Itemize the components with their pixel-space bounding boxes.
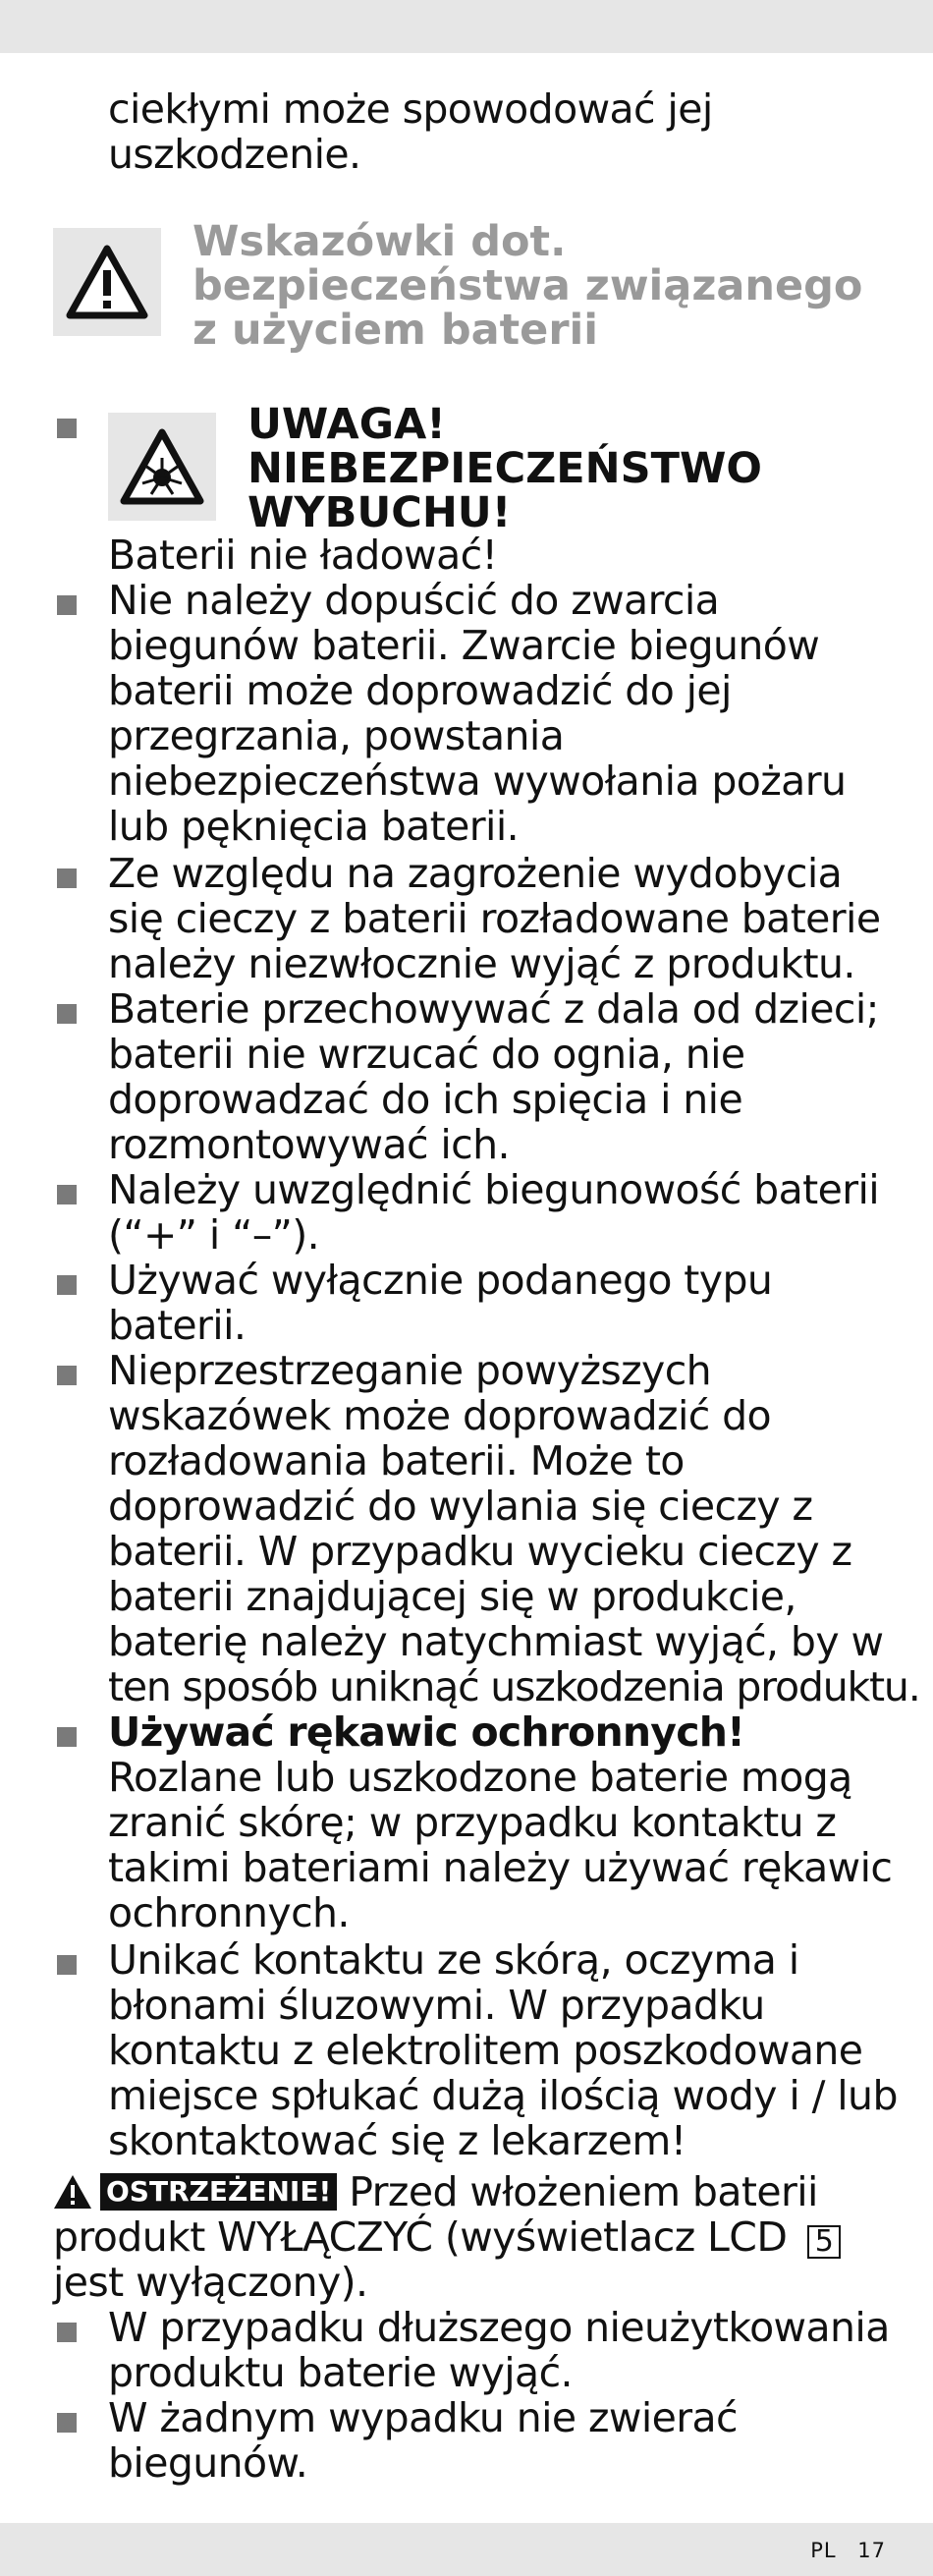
bullet-line: się cieczy z baterii rozładowane baterie xyxy=(108,895,881,942)
bullet-line: W żadnym wypadku nie zwierać xyxy=(108,2394,738,2441)
danger-title-line: NIEBEZPIECZEŃSTWO xyxy=(247,444,762,493)
section-title-line: bezpieczeństwa związanego xyxy=(192,261,863,310)
warning-triangle-icon xyxy=(53,228,161,336)
footer-language: PL xyxy=(810,2539,837,2562)
bullet-line: ten sposób uniknąć uszkodzenia produktu. xyxy=(108,1663,920,1710)
bullet-line: Nie należy dopuścić do zwarcia xyxy=(108,577,720,624)
bullet-line: takimi bateriami należy używać rękawic xyxy=(108,1844,893,1891)
bullet-line: rozmontowywać ich. xyxy=(108,1121,510,1168)
bullet-line: baterii znajdującej się w produkcie, xyxy=(108,1573,796,1620)
bullet-line: miejsce spłukać dużą ilością wody i / lub xyxy=(108,2072,898,2119)
bullet-square xyxy=(57,1004,77,1024)
warning-text: Przed włożeniem baterii xyxy=(349,2168,818,2215)
bullet-square xyxy=(57,419,77,438)
warning-line xyxy=(53,2214,841,2260)
bullet-line: rozładowania baterii. Może to xyxy=(108,1437,685,1484)
section-title-line: Wskazówki dot. xyxy=(192,217,567,266)
reference-number: 5 xyxy=(807,2225,842,2259)
danger-text: Baterii nie ładować! xyxy=(108,532,498,579)
bullet-line: wskazówek może doprowadzić do xyxy=(108,1392,772,1439)
bullet-line: przegrzania, powstania xyxy=(108,712,565,759)
bullet-line: kontaktu z elektrolitem poszkodowane xyxy=(108,2027,863,2074)
bullet-square xyxy=(57,1955,77,1975)
top-bar xyxy=(0,0,933,53)
bullet-line: niebezpieczeństwa wywołania pożaru xyxy=(108,757,847,805)
bullet-line: zranić skórę; w przypadku kontaktu z xyxy=(108,1799,837,1846)
page-footer xyxy=(796,2539,886,2562)
intro-line: ciekłymi może spowodować jej xyxy=(108,85,713,133)
bullet-square xyxy=(57,1185,77,1204)
bullet-line: (“+” i “–”). xyxy=(108,1211,320,1259)
section-title-line: z użyciem baterii xyxy=(192,306,599,355)
bullet-line: doprowadzać do ich spięcia i nie xyxy=(108,1076,743,1123)
bullet-line: produktu baterie wyjąć. xyxy=(108,2349,573,2396)
bullet-line: lub pęknięcia baterii. xyxy=(108,803,520,850)
danger-title-line: UWAGA! xyxy=(247,400,446,449)
bullet-square xyxy=(57,2413,77,2433)
bullet-line: ochronnych. xyxy=(108,1889,350,1936)
bullet-line: Ze względu na zagrożenie wydobycia xyxy=(108,850,843,897)
bottom-bar xyxy=(0,2523,933,2576)
bullet-square xyxy=(57,868,77,888)
bullet-square xyxy=(57,1366,77,1385)
bullet-line: Należy uwzględnić biegunowość baterii xyxy=(108,1166,880,1213)
bullet-line: baterii nie wrzucać do ognia, nie xyxy=(108,1031,745,1078)
bullet-line: Nieprzestrzeganie powyższych xyxy=(108,1347,712,1394)
bullet-line: Używać wyłącznie podanego typu xyxy=(108,1257,773,1304)
bullet-line: doprowadzić do wylania się cieczy z xyxy=(108,1483,813,1530)
explosion-hazard-icon xyxy=(108,413,216,521)
bullet-line: baterię należy natychmiast wyjąć, by w xyxy=(108,1618,884,1665)
intro-line: uszkodzenie. xyxy=(108,131,361,178)
warning-badge: OSTRZEŻENIE! xyxy=(100,2173,337,2211)
bullet-line: skontaktować się z lekarzem! xyxy=(108,2117,686,2164)
section-title xyxy=(192,217,880,355)
danger-title xyxy=(247,400,876,537)
bullet-line: biegunów. xyxy=(108,2439,308,2487)
bullet-line: baterii. xyxy=(108,1302,247,1349)
bullet-line: Baterie przechowywać z dala od dzieci; xyxy=(108,985,879,1033)
bullet-square xyxy=(57,1275,77,1295)
bullet-line: biegunów baterii. Zwarcie biegunów xyxy=(108,622,820,669)
danger-title-line: WYBUCHU! xyxy=(247,488,512,537)
bullet-line: błonami śluzowymi. W przypadku xyxy=(108,1982,765,2029)
bullet-line: W przypadku dłuższego nieużytkowania xyxy=(108,2304,890,2351)
bullet-line: baterii może doprowadzić do jej xyxy=(108,667,732,714)
bullet-line: Unikać kontaktu ze skórą, oczyma i xyxy=(108,1936,799,1984)
bullet-square xyxy=(57,1727,77,1747)
warning-small-icon xyxy=(53,2174,92,2210)
warning-line xyxy=(53,2169,818,2214)
warning-text: produkt WYŁĄCZYĆ (wyświetlacz LCD xyxy=(53,2213,788,2261)
page-number: 17 xyxy=(857,2539,886,2562)
bullet-line: Rozlane lub uszkodzone baterie mogą xyxy=(108,1754,852,1801)
bullet-bold-line: Używać rękawic ochronnych! xyxy=(108,1708,745,1756)
bullet-square xyxy=(57,595,77,615)
bullet-square xyxy=(57,2323,77,2342)
warning-text: jest wyłączony). xyxy=(53,2259,368,2306)
bullet-line: należy niezwłocznie wyjąć z produktu. xyxy=(108,940,855,987)
bullet-line: baterii. W przypadku wycieku cieczy z xyxy=(108,1528,852,1575)
